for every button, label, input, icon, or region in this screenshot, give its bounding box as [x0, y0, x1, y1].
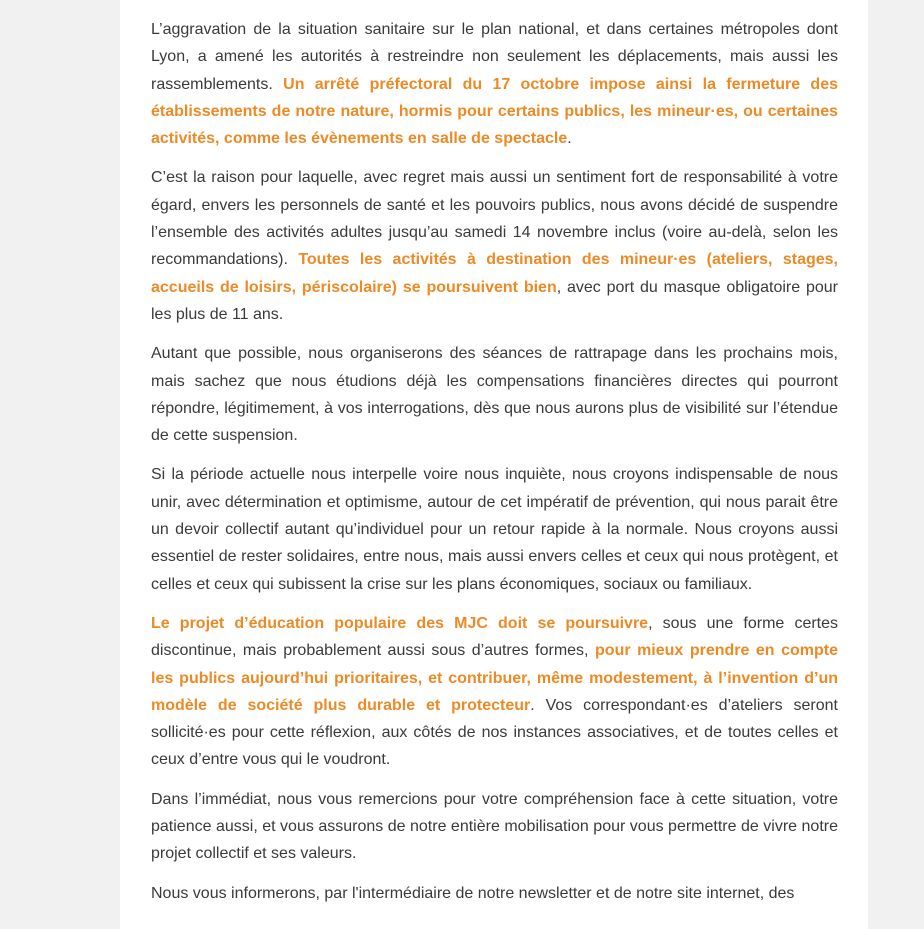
text-run: . Vos correspondant·es d’ateliers seront sollicité·es pour cette réflexion, aux côtés de nos instances associatives, et de toutes celles et ceux d’entre vous qui le voudront. — [151, 696, 838, 769]
text-run: Autant que possible, nous organiserons des séances de rattrapage dans les prochains mois, mais sachez que nous étudions déjà les compensations financières directes qui pourront répondre, légitimement, à vos interrogations, dès que nous aurons plus de visibilité sur l’étendue de cette suspension. — [151, 345, 838, 445]
paragraph-1 — [151, 16, 838, 152]
paragraph-7 — [151, 880, 838, 907]
highlighted-text: pour mieux prendre en compte les publics aujourd’hui prioritaires, et contribuer, même modestement, à l’invention d’un modèle de société plus durable et protecteur — [151, 642, 838, 714]
text-run: Si la période actuelle nous interpelle voire nous inquiète, nous croyons indispensable de nous unir, avec détermination et optimisme, autour de cet impératif de prévention, qui nous parait être un devoir collectif autant qu’individuel pour un retour rapide à la normale. Nous croyons aussi essentiel de rester solidaires, entre nous, mais aussi envers celles et ceux qui nous protègent, et celles et ceux qui subissent la crise sur les plans économiques, sociaux ou familiaux. — [151, 466, 838, 593]
paragraph-6 — [151, 786, 838, 868]
text-run: , sous une forme certes discontinue, mais probablement aussi sous d’autres formes, — [151, 614, 839, 660]
article-card — [120, 0, 868, 929]
text-run: Nous vous informerons, par l'intermédiaire de notre newsletter et de notre site internet, des — [151, 884, 795, 902]
highlighted-text: Un arrêté préfectoral du 17 octobre impose ainsi la fermeture des établissements de notre nature, hormis pour certains publics, les mineur·es, ou certaines activités, comme les évènements en salle de spectacle — [151, 75, 838, 148]
text-run: C’est la raison pour laquelle, avec regret mais aussi un sentiment fort de responsabilité à votre égard, envers les personnels de santé et les pouvoirs publics, nous avons décidé de suspendre l’ensemble des activités adultes jusqu’au samedi 14 novembre inclus (voire au-delà, selon les recommandations). — [151, 169, 838, 269]
article-body — [151, 16, 838, 919]
paragraph-3 — [151, 340, 838, 449]
paragraph-5 — [151, 610, 838, 774]
highlighted-text: Le projet d’éducation populaire des MJC doit se poursuivre — [151, 614, 649, 632]
paragraph-2 — [151, 164, 838, 328]
paragraph-4 — [151, 461, 838, 597]
text-run: Dans l’immédiat, nous vous remercions pour votre compréhension face à cette situation, votre patience aussi, et vous assurons de notre entière mobilisation pour vous permettre de vivre notre projet collectif et ses valeurs. — [151, 790, 838, 863]
text-run: , avec port du masque obligatoire pour les plus de 11 ans. — [151, 278, 838, 323]
text-run: L’aggravation de la situation sanitaire sur le plan national, et dans certaines métropoles dont Lyon, a amené les autorités à restreindre non seulement les déplacements, mais aussi les rassemblements. — [151, 21, 838, 93]
text-run: . — [567, 130, 572, 148]
highlighted-text: Toutes les activités à destination des mineur·es (ateliers, stages, accueils de loisirs, périscolaire) se poursuivent bien — [151, 251, 839, 296]
